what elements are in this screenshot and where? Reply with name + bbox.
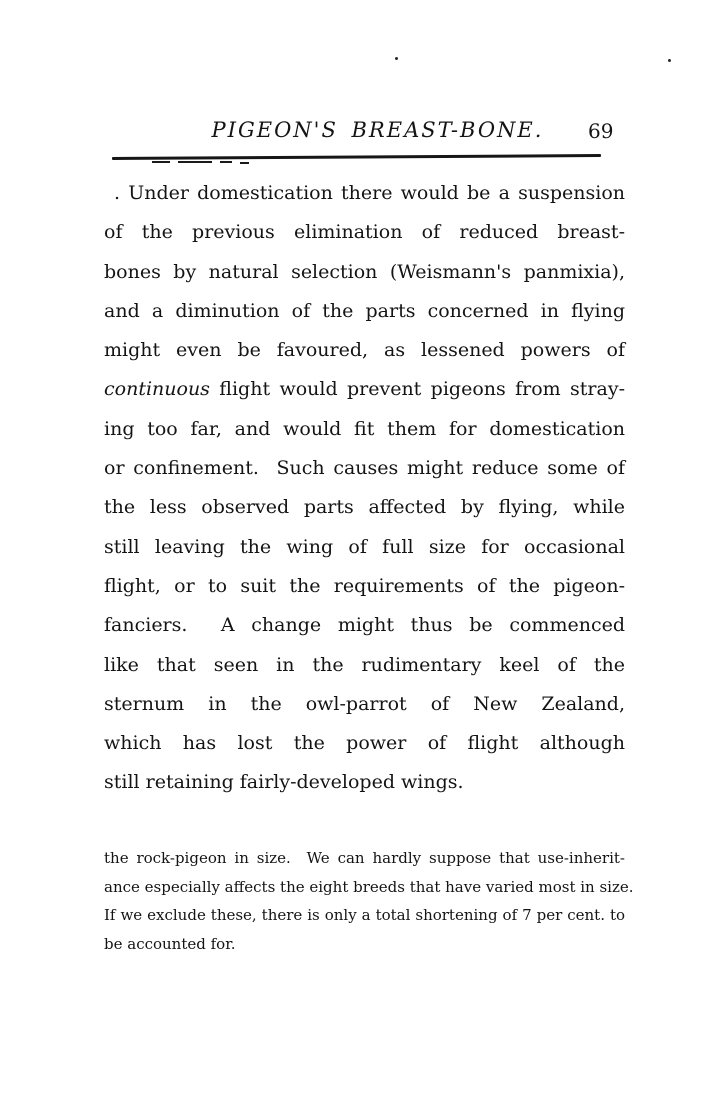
text-line — [104, 410, 625, 449]
text-line — [104, 253, 625, 292]
rule-artifact — [152, 161, 170, 163]
text-run: ing too far, and would fit them for domestication — [104, 417, 625, 440]
text-run: the rock-pigeon in size. We can hardly suppose that use-inherit- — [104, 849, 625, 867]
rule-artifact — [178, 161, 212, 163]
text-line — [104, 174, 625, 213]
text-run: still retaining fairly-developed wings. — [104, 771, 464, 794]
page-number: 69 — [588, 119, 614, 143]
text-line — [104, 646, 625, 685]
text-line — [104, 370, 625, 409]
text-line — [104, 606, 625, 645]
text-run: . Under domestication there would be a suspension — [114, 182, 625, 204]
text-run: bones by natural selection (Weismann's panmixia), — [104, 260, 625, 283]
text-line — [104, 528, 625, 567]
text-run: like that seen in the rudimentary keel of the — [104, 653, 625, 676]
text-run: be accounted for. — [104, 935, 236, 954]
footnote-line — [104, 901, 625, 930]
rule-artifact — [240, 162, 249, 164]
footnote — [104, 844, 634, 959]
text-line — [104, 685, 625, 724]
text-run: sternum in the owl-parrot of New Zealand, — [104, 692, 625, 715]
text-line — [104, 292, 625, 331]
text-run: might even be favoured, as lessened powers of — [104, 339, 625, 362]
footnote-line — [104, 844, 625, 873]
text-run: fanciers. A change might thus be commenced — [104, 614, 625, 637]
text-line — [104, 331, 625, 370]
footnote-line — [104, 873, 634, 902]
main-paragraph — [104, 174, 625, 803]
text-run: flight would prevent pigeons from stray- — [209, 378, 625, 401]
text-run: still leaving the wing of full size for occasional — [104, 535, 625, 558]
text-line — [104, 567, 625, 606]
text-run: If we exclude these, there is only a total shortening of 7 per cent. to — [104, 906, 625, 925]
ink-speck — [668, 59, 671, 62]
text-run: which has lost the power of flight although — [104, 732, 625, 755]
text-run: and a diminution of the parts concerned in flying — [104, 299, 625, 322]
text-run: or confinement. Such causes might reduce some of — [104, 457, 625, 480]
text-run: ance especially affects the eight breeds that have varied most in size. — [104, 877, 634, 896]
text-line — [104, 449, 625, 488]
text-line — [104, 488, 625, 527]
running-title: PIGEON'S BREAST-BONE. — [211, 118, 544, 142]
rule-artifact — [220, 161, 232, 163]
text-run: flight, or to suit the requirements of the pigeon- — [104, 574, 625, 597]
text-line — [104, 213, 625, 252]
text-run: the less observed parts affected by flying, while — [104, 496, 625, 519]
ink-speck — [395, 57, 398, 60]
italic-text-run: continuous — [104, 378, 210, 401]
text-line — [104, 724, 625, 763]
header-rule — [112, 154, 601, 160]
text-run: of the previous elimination of reduced breast- — [104, 221, 625, 244]
footnote-line — [104, 930, 625, 959]
text-line — [104, 763, 625, 802]
